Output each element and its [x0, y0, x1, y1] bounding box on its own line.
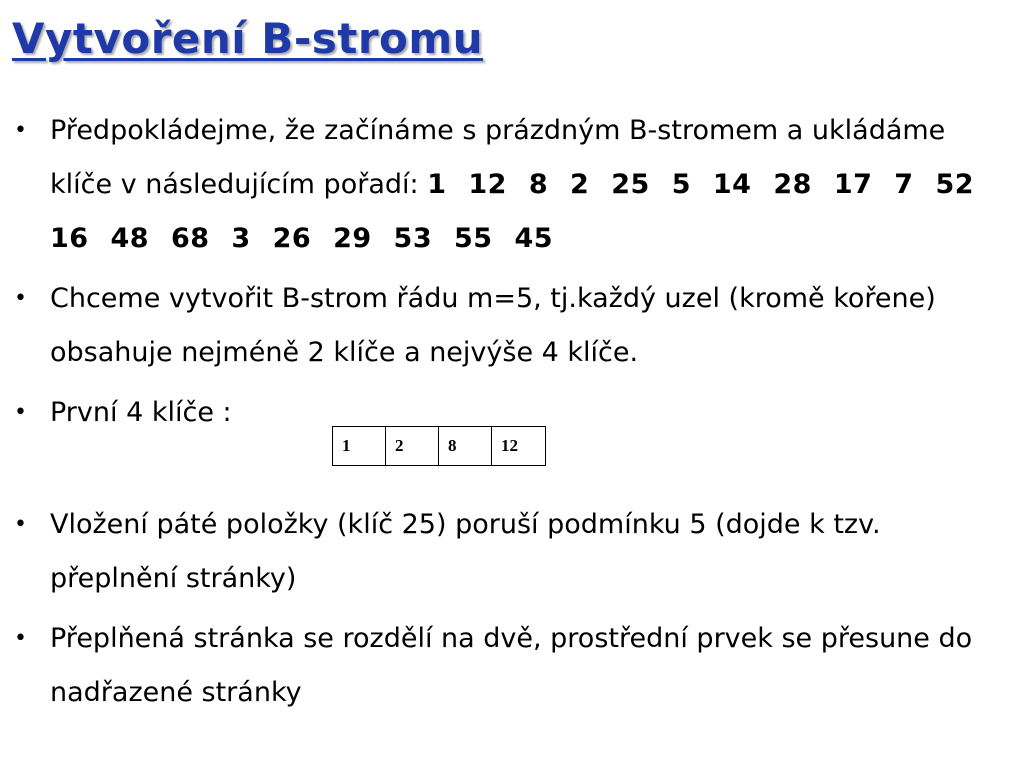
bullet-item-order-definition	[10, 272, 1000, 380]
slide-title: Vytvoření B-stromu	[12, 14, 484, 63]
bullet-icon: •	[14, 626, 27, 651]
btree-node	[332, 426, 546, 466]
bullet-icon: •	[14, 118, 27, 143]
bullet-text: Chceme vytvořit B-strom řádu m=5, tj.každý uzel (kromě kořene) obsahuje nejméně 2 klíče a nejvýše 4 klíče.	[50, 283, 936, 368]
bullet-text: První 4 klíče :	[50, 397, 232, 428]
btree-node-key: 12	[501, 436, 518, 455]
bullet-list	[10, 104, 1000, 726]
bullet-icon: •	[14, 400, 27, 425]
bullet-text: Přeplňená stránka se rozdělí na dvě, prostřední prvek se přesune do nadřazené stránky	[50, 623, 973, 708]
key-sequence: 1 12 8 2 25 5 14 28 17 7 52 16 48 68 3 26 29 53 55 45	[50, 169, 975, 254]
bullet-text: Vložení páté položky (klíč 25) poruší podmínku 5 (dojde k tzv. přeplnění stránky)	[50, 509, 881, 594]
bullet-text: Předpokládejme, že začínáme s prázdným B-stromem a ukládáme klíče v následujícím pořadí:	[50, 115, 946, 200]
btree-node-key: 2	[386, 427, 439, 465]
bullet-icon: •	[14, 286, 27, 311]
bullet-item-key-order	[10, 104, 1000, 266]
btree-node-key: 8	[439, 427, 492, 465]
bullet-item-fifth-insert	[10, 498, 1000, 606]
btree-node-key: 1	[333, 427, 386, 465]
bullet-icon: •	[14, 512, 27, 537]
bullet-item-split	[10, 612, 1000, 720]
